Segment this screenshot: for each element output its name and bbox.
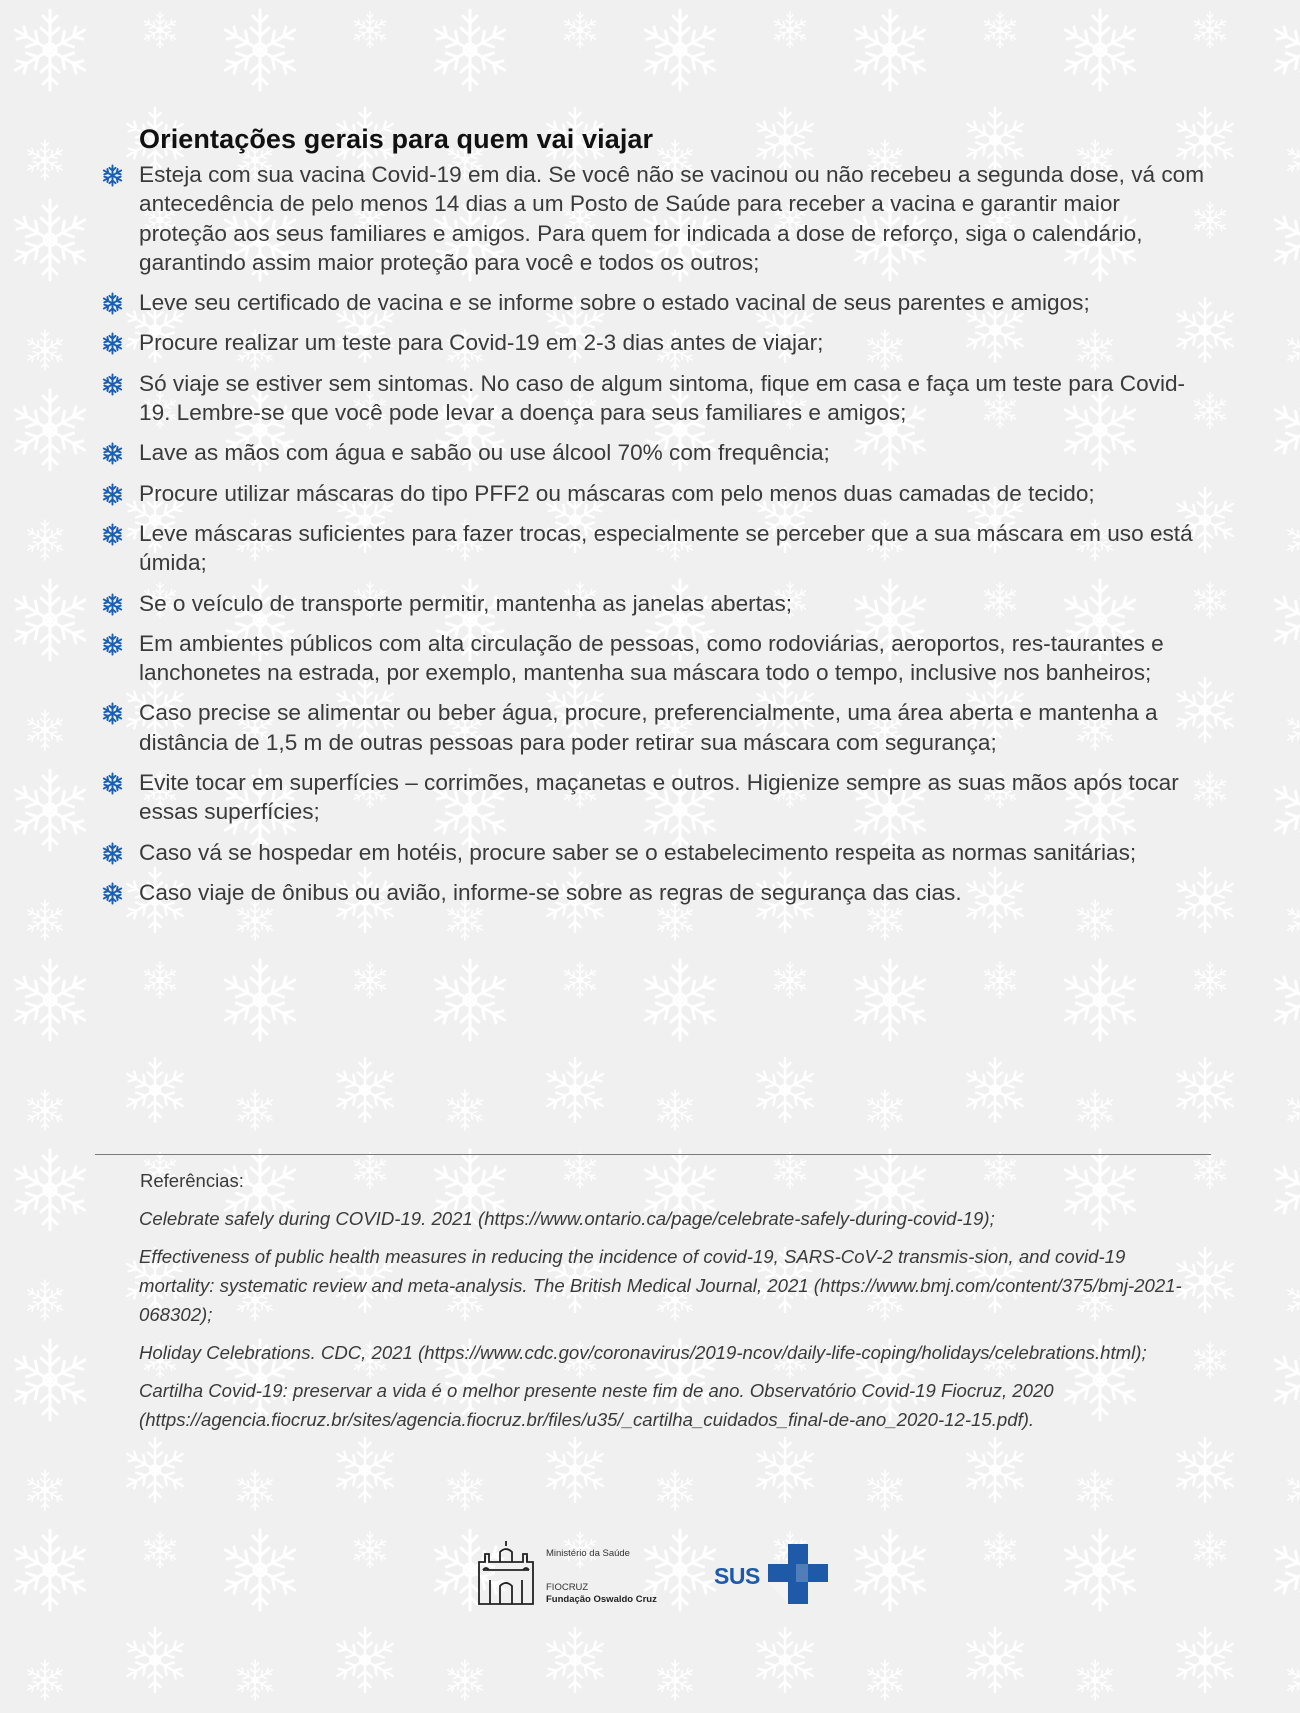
- fiocruz-castle-logo: [476, 1540, 536, 1606]
- snowflake-icon: [101, 483, 124, 506]
- snowflake-icon: [101, 332, 124, 355]
- snowflake-icon: [101, 702, 124, 725]
- snowflake-icon: [101, 373, 124, 396]
- snowflake-icon: [101, 842, 124, 865]
- list-item: [100, 438, 1210, 467]
- guideline-text: Lave as mãos com água e sabão ou use álcool 70% com frequência;: [139, 440, 830, 466]
- guideline-text: Caso vá se hospedar em hotéis, procure saber se o estabelecimento respeita as normas sanitárias;: [139, 839, 1137, 865]
- guideline-text: Esteja com sua vacina Covid-19 em dia. Se você não se vacinou ou não recebeu a segunda dose, vá com antecedência de pelo menos 14 dias a um Posto de Saúde para receber a vacina e garantir maior proteção aos seus familiares e amigos. Para quem for indicada a dose de reforço, siga o calendário, garantindo assim maior proteção para você e todos os outros;: [139, 162, 1205, 275]
- guideline-text: Evite tocar em superfícies – corrimões, maçanetas e outros. Higienize sempre as suas mãos após tocar essas superfícies;: [139, 770, 1179, 825]
- list-item: [100, 838, 1210, 867]
- fiocruz-label: FIOCRUZ: [546, 1582, 589, 1593]
- snowflake-icon: [101, 164, 124, 187]
- snowflake-icon: [101, 442, 124, 465]
- snowflake-icon: [101, 292, 124, 315]
- list-item: [100, 878, 1210, 907]
- list-item: [100, 698, 1210, 757]
- guideline-text: Procure utilizar máscaras do tipo PFF2 ou máscaras com pelo menos duas camadas de tecido;: [139, 480, 1095, 506]
- reference-item: Cartilha Covid-19: preservar a vida é o melhor presente neste fim de ano. Observatório Covid-19 Fiocruz, 2020 (https://agencia.fiocruz.br/sites/agencia.fiocruz.br/files/u35/_cartilha_cuidados_final-de-ano_2020-12-15.pdf).: [139, 1380, 1054, 1430]
- guidelines-list: [100, 160, 1210, 918]
- guideline-text: Se o veículo de transporte permitir, mantenha as janelas abertas;: [139, 590, 793, 616]
- list-item: [100, 589, 1210, 618]
- reference-item: Holiday Celebrations. CDC, 2021 (https://www.cdc.gov/coronavirus/2019-ncov/daily-life-coping/holidays/celebrations.html);: [139, 1342, 1147, 1363]
- snowflake-icon: [101, 882, 124, 905]
- page-title: Orientações gerais para quem vai viajar: [139, 124, 654, 155]
- references-heading: Referências:: [140, 1170, 244, 1191]
- reference-item: Effectiveness of public health measures in reducing the incidence of covid-19, SARS-CoV-2 transmis-sion, and covid-19 mortality: systematic review and meta-analysis. The British Medical Journal, 2021 (https://www.bmj.com/content/375/bmj-2021-068302);: [139, 1246, 1182, 1325]
- list-item: [100, 629, 1210, 688]
- guideline-text: Caso viaje de ônibus ou avião, informe-se sobre as regras de segurança das cias.: [139, 879, 962, 905]
- fiocruz-full-name: Fundação Oswaldo Cruz: [546, 1594, 657, 1605]
- ministry-label: Ministério da Saúde: [546, 1548, 630, 1559]
- list-item: [100, 328, 1210, 357]
- list-item: [100, 479, 1210, 508]
- guideline-text: Leve máscaras suficientes para fazer trocas, especialmente se perceber que a sua máscara em uso está úmida;: [139, 520, 1193, 576]
- guideline-text: Caso precise se alimentar ou beber água, procure, preferencialmente, uma área aberta e mantenha a distância de 1,5 m de outras pessoas para poder retirar sua máscara com segurança;: [139, 700, 1158, 755]
- snowflake-icon: [101, 772, 124, 795]
- snowflake-icon: [101, 633, 124, 656]
- guideline-text: Em ambientes públicos com alta circulação de pessoas, como rodoviárias, aeroportos, res-taurantes e lanchonetes na estrada, por exemplo, mantenha sua máscara todo o tempo, inclusive nos banheiros;: [139, 630, 1164, 686]
- snowflake-icon: [101, 593, 124, 616]
- guideline-text: Leve seu certificado de vacina e se informe sobre o estado vacinal de seus parentes e amigos;: [139, 290, 1090, 316]
- list-item: [100, 519, 1210, 578]
- footer-logos: [476, 1540, 836, 1610]
- list-item: [100, 768, 1210, 827]
- section-divider: [95, 1154, 1211, 1155]
- sus-logo: [714, 1544, 834, 1608]
- reference-item: Celebrate safely during COVID-19. 2021 (https://www.ontario.ca/page/celebrate-safely-during-covid-19);: [139, 1208, 995, 1229]
- references-list: [139, 1204, 1184, 1443]
- sus-cross-icon: [768, 1544, 834, 1604]
- snowflake-icon: [101, 523, 124, 546]
- list-item: [100, 160, 1210, 277]
- list-item: [100, 369, 1210, 428]
- guideline-text: Só viaje se estiver sem sintomas. No caso de algum sintoma, fique em casa e faça um teste para Covid-19. Lembre-se que você pode levar a doença para seus familiares e amigos;: [139, 370, 1186, 426]
- guideline-text: Procure realizar um teste para Covid-19 em 2-3 dias antes de viajar;: [139, 330, 824, 356]
- sus-logo-text: SUS: [714, 1563, 760, 1589]
- list-item: [100, 288, 1210, 317]
